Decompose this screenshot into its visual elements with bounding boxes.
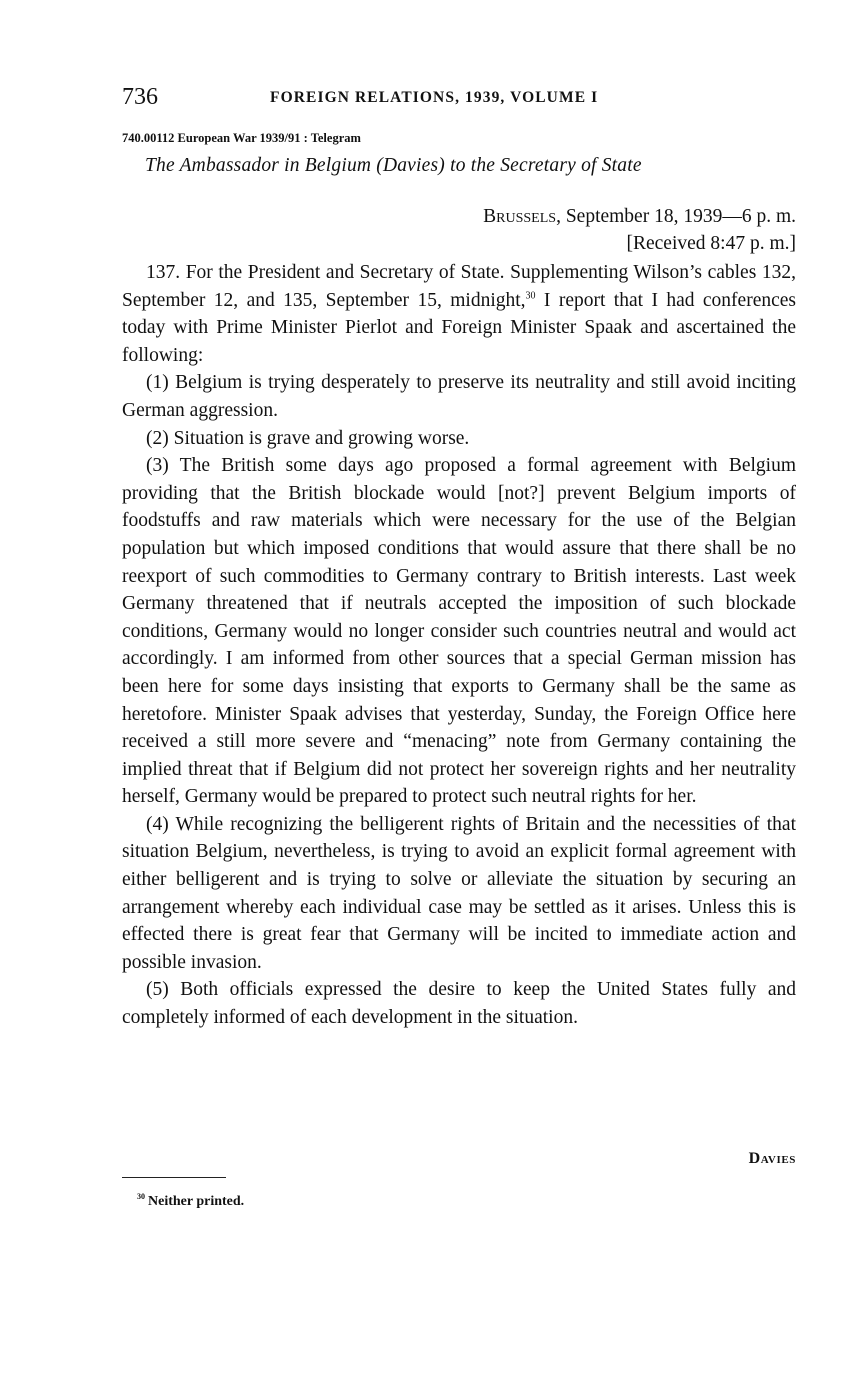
- paragraph-6: (5) Both officials expressed the desire to keep the United States fully and completely informed of each development in the situation.: [122, 979, 796, 1029]
- page-number: 736: [122, 84, 158, 110]
- paragraph-3: (2) Situation is grave and growing worse.: [146, 427, 470, 449]
- paragraph-1-text: 137. For the President and Secretary of State. Supplementing Wilson’s cables 132, September 12, and 135, September 15, midnight,: [122, 262, 796, 311]
- dateline-date: , September 18, 1939—6 p. m.: [556, 206, 796, 227]
- footnote-reference: 30: [525, 290, 536, 302]
- dateline-place-date: [483, 203, 796, 230]
- dateline-place: Brussels: [483, 206, 557, 227]
- footnote: [137, 1194, 244, 1210]
- paragraph-5: (4) While recognizing the belligerent rights of Britain and the necessities of that situation Belgium, nevertheless, is trying to avoid an explicit formal agreement with either belligerent and is trying to solve or alleviate the situation by securing an arrangement whereby each individual case may be settled as it arises. Unless this is effected there is great fear that Germany will be incited to immediate action and possible invasion.: [122, 813, 796, 973]
- telegram-body: [122, 259, 796, 1032]
- document-heading: The Ambassador in Belgium (Davies) to the Secretary of State: [145, 155, 642, 176]
- paragraph-4: (3) The British some days ago proposed a formal agreement with Belgium providing that the British blockade would [not?] prevent Belgium imports of foodstuffs and raw materials which were necessary for the use of the Belgian population but which imposed conditions that would assure that there shall be no reexport of such commodities to Germany contrary to British interests. Last week Germany threatened that if neutrals accepted the imposition of such blockade conditions, Germany would no longer consider such countries neutral and would act accordingly. I am informed from other sources that a special German mission has been here for some days insisting that exports to Germany shall be the same as heretofore. Minister Spaak advises that yesterday, Sunday, the Foreign Office here received a still more severe and “menacing” note from Germany containing the implied threat that if Belgium did not protect her sovereign rights and her neutrality herself, Germany would be prepared to protect such neutral rights for her.: [122, 455, 796, 808]
- running-head: [122, 84, 796, 114]
- dateline: [483, 203, 796, 258]
- footnote-divider: [122, 1177, 226, 1178]
- paragraph-1: [122, 259, 796, 369]
- paragraph-2: (1) Belgium is trying desperately to preserve its neutrality and still avoid inciting German aggression.: [122, 372, 796, 421]
- footnote-text: Neither printed.: [148, 1194, 245, 1209]
- footnote-marker: 30: [137, 1192, 145, 1202]
- running-title: FOREIGN RELATIONS, 1939, VOLUME I: [270, 89, 599, 106]
- file-number: 740.00112 European War 1939/91 : Telegram: [122, 131, 361, 145]
- signature: Davies: [748, 1150, 796, 1167]
- dateline-received: [Received 8:47 p. m.]: [626, 233, 796, 255]
- paragraph-1-continuation: I report that I had conferences today with Prime Minister Pierlot and Foreign Minister Spaak and ascertained the following:: [122, 289, 796, 366]
